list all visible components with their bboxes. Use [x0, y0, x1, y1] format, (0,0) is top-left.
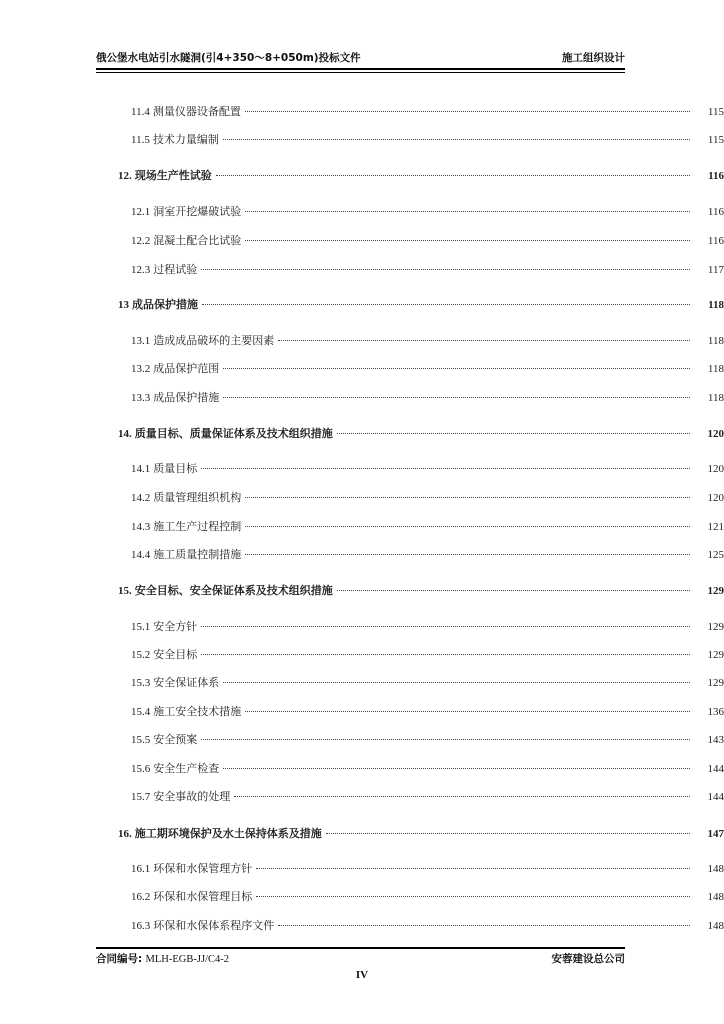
toc-entry-number: 13.3	[131, 392, 151, 404]
dot-leader	[223, 758, 690, 769]
toc-entry-label	[131, 788, 230, 806]
toc-entry-title: 技术力量编制	[152, 133, 219, 146]
toc-entry-title: 质量管理组织机构	[153, 491, 242, 504]
toc-entry-label	[131, 360, 219, 378]
toc-entry-title: 安全目标	[153, 648, 198, 661]
toc-section-entry[interactable]	[0, 674, 724, 692]
toc-entry-title: 环保和水保体系程序文件	[153, 919, 275, 932]
toc-entry-page: 121	[707, 521, 724, 533]
toc-section-entry[interactable]	[0, 203, 724, 221]
toc-entry-number: 12.2	[131, 235, 151, 247]
dot-leader	[337, 423, 690, 434]
toc-entry-title: 安全保证体系	[153, 676, 220, 689]
toc-entry-page: 118	[707, 335, 724, 347]
toc-entry-number: 15.5	[131, 734, 151, 746]
dot-leader	[245, 701, 690, 712]
toc-section-entry[interactable]	[0, 518, 724, 536]
dot-leader	[234, 786, 690, 797]
toc-entry-label	[131, 703, 241, 721]
dot-leader	[223, 387, 690, 398]
toc-entry-title: 质量目标	[153, 462, 198, 475]
toc-entry-number: 11.4	[131, 106, 150, 118]
toc-entry-label	[131, 646, 197, 664]
toc-entry-title: 施工期环境保护及水土保持体系及措施	[134, 827, 322, 840]
toc-entry-title: 环保和水保管理方针	[153, 862, 253, 875]
toc-section-entry[interactable]	[0, 232, 724, 250]
toc-entry-label	[131, 460, 197, 478]
toc-entry-number: 14.2	[131, 492, 151, 504]
toc-entry-label	[131, 546, 241, 564]
toc-entry-label	[118, 825, 322, 843]
toc-entry-page: 125	[707, 549, 724, 561]
toc-entry-label	[131, 232, 241, 250]
toc-entry-label	[118, 167, 212, 185]
toc-entry-number: 12.3	[131, 264, 151, 276]
toc-chapter-entry[interactable]	[0, 582, 724, 600]
dot-leader	[278, 915, 690, 926]
toc-entry-number: 16.2	[131, 891, 151, 903]
toc-entry-label	[118, 296, 198, 314]
toc-entry-number: 13	[118, 299, 129, 311]
toc-entry-number: 15.7	[131, 791, 151, 803]
toc-entry-number: 12.1	[131, 206, 151, 218]
toc-entry-number: 15.	[118, 585, 132, 597]
toc-entry-title: 混凝土配合比试验	[153, 234, 242, 247]
toc-entry-page: 129	[707, 621, 724, 633]
toc-entry-number: 15.3	[131, 677, 151, 689]
toc-entry-page: 144	[707, 791, 724, 803]
toc-entry-title: 成品保护措施	[153, 391, 220, 404]
toc-entry-page: 115	[707, 106, 724, 118]
toc-entry-page: 118	[707, 392, 724, 404]
toc-entry-label	[131, 731, 197, 749]
toc-entry-page: 117	[707, 264, 724, 276]
toc-entry-label	[131, 760, 219, 778]
dot-leader	[245, 544, 690, 555]
toc-entry-label	[131, 489, 241, 507]
toc-entry-title: 洞室开挖爆破试验	[153, 205, 242, 218]
toc-chapter-entry[interactable]	[0, 167, 724, 185]
toc-entry-page: 148	[707, 920, 724, 932]
toc-section-entry[interactable]	[0, 131, 724, 149]
toc-entry-page: 129	[707, 677, 724, 689]
header-rule	[96, 68, 625, 70]
toc-entry-page: 118	[708, 299, 724, 311]
toc-section-entry[interactable]	[0, 546, 724, 564]
toc-entry-number: 15.2	[131, 649, 151, 661]
toc-entry-label	[131, 674, 219, 692]
toc-chapter-entry[interactable]	[0, 296, 724, 314]
toc-entry-label	[131, 203, 241, 221]
toc-entry-title: 测量仪器设备配置	[152, 105, 241, 118]
toc-entry-number: 14.1	[131, 463, 151, 475]
toc-section-entry[interactable]	[0, 360, 724, 378]
toc-entry-page: 120	[707, 492, 724, 504]
toc-entry-page: 115	[707, 134, 724, 146]
toc-entry-label	[131, 518, 241, 536]
toc-entry-page: 148	[707, 891, 724, 903]
dot-leader	[337, 580, 690, 591]
toc-entry-title: 施工生产过程控制	[153, 520, 242, 533]
toc-section-entry[interactable]	[0, 460, 724, 478]
dot-leader	[201, 644, 690, 655]
dot-leader	[245, 516, 690, 527]
dot-leader	[223, 129, 690, 140]
company-name: 安蓉建设总公司	[551, 953, 625, 965]
toc-entry-page: 143	[707, 734, 724, 746]
toc-entry-label	[131, 261, 197, 279]
toc-entry-number: 14.4	[131, 549, 151, 561]
toc-entry-label	[131, 131, 219, 149]
toc-section-entry[interactable]	[0, 332, 724, 350]
contract-number-label: 合同编号:	[96, 953, 143, 965]
toc-section-entry[interactable]	[0, 703, 724, 721]
dot-leader	[245, 230, 690, 241]
footer-rule	[96, 947, 625, 949]
toc-section-entry[interactable]	[0, 917, 724, 935]
toc-section-entry[interactable]	[0, 731, 724, 749]
toc-entry-page: 129	[707, 649, 724, 661]
toc-section-entry[interactable]	[0, 103, 724, 121]
toc-section-entry[interactable]	[0, 261, 724, 279]
toc-entry-page: 136	[707, 706, 724, 718]
dot-leader	[256, 886, 690, 897]
toc-entry-title: 安全方针	[153, 620, 198, 633]
toc-entry-number: 16.	[118, 828, 132, 840]
dot-leader	[216, 165, 690, 176]
dot-leader	[245, 201, 690, 212]
contract-number	[96, 951, 229, 966]
page-number: IV	[355, 969, 369, 981]
toc-entry-page: 118	[707, 363, 724, 375]
toc-entry-label	[131, 103, 241, 121]
toc-entry-title: 施工质量控制措施	[153, 548, 242, 561]
dot-leader	[223, 358, 690, 369]
toc-entry-label	[131, 389, 219, 407]
dot-leader	[245, 487, 690, 498]
toc-entry-number: 13.2	[131, 363, 151, 375]
dot-leader	[201, 458, 690, 469]
toc-entry-label	[131, 860, 252, 878]
toc-entry-label	[131, 917, 274, 935]
section-title: 施工组织设计	[562, 52, 625, 64]
toc-entry-title: 质量目标、质量保证体系及技术组织措施	[134, 427, 333, 440]
dot-leader	[201, 616, 690, 627]
dot-leader	[201, 259, 690, 270]
toc-entry-title: 施工安全技术措施	[153, 705, 242, 718]
toc-entry-number: 15.1	[131, 621, 151, 633]
toc-entry-number: 15.4	[131, 706, 151, 718]
dot-leader	[202, 294, 690, 305]
toc-section-entry[interactable]	[0, 760, 724, 778]
toc-section-entry[interactable]	[0, 860, 724, 878]
toc-entry-title: 安全目标、安全保证体系及技术组织措施	[134, 584, 333, 597]
toc-entry-title: 成品保护措施	[132, 298, 198, 311]
dot-leader	[256, 858, 690, 869]
toc-entry-title: 现场生产性试验	[134, 169, 212, 182]
toc-chapter-entry[interactable]	[0, 425, 724, 443]
toc-entry-title: 过程试验	[153, 263, 198, 276]
header-rule-thin	[96, 72, 625, 73]
toc-entry-title: 造成成品破坏的主要因素	[153, 334, 275, 347]
toc-entry-page: 120	[707, 428, 724, 440]
toc-entry-label	[131, 888, 252, 906]
toc-entry-number: 12.	[118, 170, 132, 182]
toc-entry-page: 116	[707, 235, 724, 247]
toc-section-entry[interactable]	[0, 788, 724, 806]
toc-section-entry[interactable]	[0, 389, 724, 407]
toc-entry-page: 129	[707, 585, 724, 597]
toc-entry-title: 安全生产检查	[153, 762, 220, 775]
toc-entry-page: 147	[707, 828, 724, 840]
page-header	[96, 50, 625, 68]
toc-entry-page: 116	[707, 206, 724, 218]
toc-entry-number: 13.1	[131, 335, 151, 347]
toc-entry-label	[131, 332, 274, 350]
toc-entry-label	[118, 582, 333, 600]
document-title: 俄公堡水电站引水隧洞(引4+350～8+050m)投标文件	[96, 52, 361, 64]
toc-entry-number: 14.	[118, 428, 132, 440]
toc-section-entry[interactable]	[0, 489, 724, 507]
dot-leader	[245, 101, 690, 112]
toc-section-entry[interactable]	[0, 618, 724, 636]
toc-entry-title: 安全预案	[153, 733, 198, 746]
dot-leader	[326, 823, 690, 834]
dot-leader	[278, 330, 690, 341]
dot-leader	[201, 729, 690, 740]
toc-entry-page: 144	[707, 763, 724, 775]
toc-entry-page: 148	[707, 863, 724, 875]
toc-section-entry[interactable]	[0, 646, 724, 664]
toc-entry-title: 安全事故的处理	[153, 790, 231, 803]
toc-entry-title: 环保和水保管理目标	[153, 890, 253, 903]
toc-entry-number: 14.3	[131, 521, 151, 533]
toc-section-entry[interactable]	[0, 888, 724, 906]
toc-entry-number: 16.1	[131, 863, 151, 875]
contract-number-value: MLH-EGB-JJ/C4-2	[145, 954, 229, 965]
toc-entry-page: 116	[708, 170, 724, 182]
dot-leader	[223, 672, 690, 683]
toc-entry-label	[118, 425, 333, 443]
toc-entry-label	[131, 618, 197, 636]
toc-entry-page: 120	[707, 463, 724, 475]
toc-entry-number: 15.6	[131, 763, 151, 775]
toc-entry-number: 16.3	[131, 920, 151, 932]
toc-chapter-entry[interactable]	[0, 825, 724, 843]
toc-entry-title: 成品保护范围	[153, 362, 220, 375]
toc-entry-number: 11.5	[131, 134, 150, 146]
